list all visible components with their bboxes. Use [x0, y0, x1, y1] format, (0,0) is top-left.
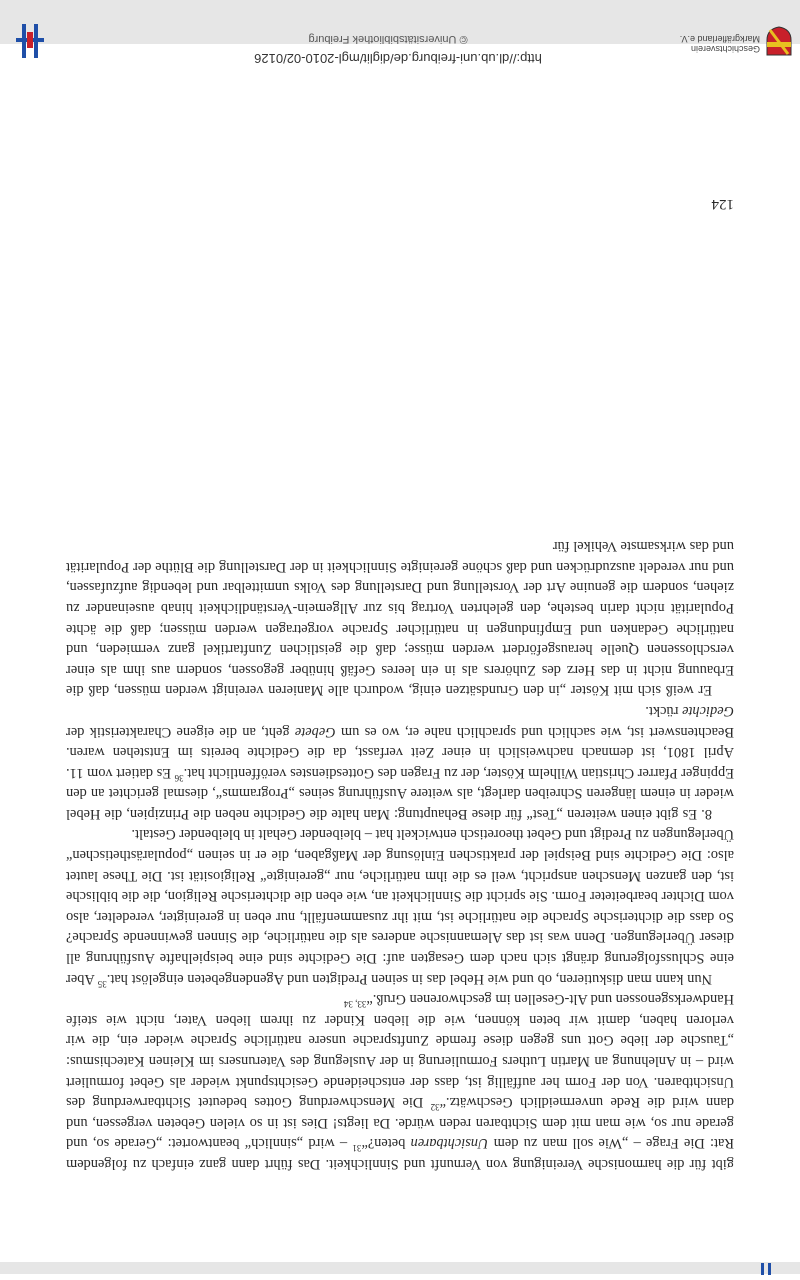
body-text: [66, 536, 734, 1174]
scanned-page: [0, 33, 800, 1262]
source-url-link[interactable]: http://dl.ub.uni-freiburg.de/diglit/mgl-2010-02/0126: [254, 51, 542, 66]
paragraph-4: Er weiß sich mit Köster „in den Grundsätzen einig, wodurch alle Manieren vereinigt werden müssen, daß die Erbauung nicht in das Herz des Zuhörers als in ein leeres Gefäß hinüber gegossen, sondern aus ihm als einer verschlossenen Quelle herausgefördert werden müsse; daß die geistlichen Zunftartikel ganz vermieden, und natürliche Gedanken und Empfindungen in natürlicher Sprache vorgetragen werden müssen; daß die ächte Popularität nicht darin bestehe, den gelehrten Vortrag bis zur Allgemein-Verständlichkeit hinab auseinander zu ziehen, sondern die genuine Art der Vorstellung und Darstellung des Volks unmittelbar und lebendig aufzufassen, und nur veredelt auszudrücken und daß schöne gereinigte Sinnlichkeit in der Darstellung die Blüthe der Popularität und das wirksamste Vehikel für: [66, 538, 734, 699]
document-stage: [0, 33, 800, 1262]
bottom-logo-icon: [756, 1262, 776, 1274]
society-name: Geschichtsverein Markgräflerland e.V.: [679, 34, 760, 54]
ub-freiburg-logo-icon: [14, 22, 46, 62]
paragraph-1: gibt für die harmonische Vereinigung von Vernunft und Sinnlichkeit. Das führt dann ganz einfach zu folgendem Rat: Die Frage – „Wie soll man zu dem Unsichtbaren beten?“$^{31}$ – wird „sinnlich“ beantwortet: „Gerade so, und gerade nur so, wie man mit dem Sichtbaren reden würde. Da liegts! Dies ist in so vielen Gebeten vergessen, und dann wird die Rede unvermeidlich Geschwätz.“$^{32}$ Die Menschwerdung Gottes bedeutet Sichtbarwerdung des Unsichtbaren. Von der Form her auffällig ist, dass der entscheidende Gesichtspunkt wieder als Gebet formuliert wird – in Anlehnung an Martin Luthers Formulierung in der Auslegung des Vaterunsers im Kleinen Katechismus: „Tausche der liebe Gott uns gegen diese fremde Zunftsprache unsere natürliche Sprache wieder ein, die wir verloren haben, damit wir beten können, wie die lieben Kinder zu ihrem lieben Vater, nicht wie steife Handwerksgenossen und Alt-Gesellen im geschworenen Gruß.“$^{33, 34}$: [66, 991, 734, 1172]
paragraph-3: 8. Es gibt einen weiteren „Test“ für diese Behauptung: Man halte die Gedichte neben die Prinzipien, die Hebel wieder in einem längeren Schreiben darlegt, als weitere Ausführung seines „Programms“, diesmal gerichtet an den Eppinger Pfarrer Christian Wilhelm Köster, der zu Fragen des Gottesdienstes veröffentlicht hat.$^{36}$ Es datiert vom 11. April 1801, ist demnach nachweislich in einer Zeit verfasst, da die Gedichte bereits im Entstehen waren. Beachtenswert ist, wie sachlich und sprachlich nahe er, wo es um Gebete geht, an die eigene Charakteristik der Gedichte rückt.: [65, 702, 734, 822]
coat-of-arms-icon: [766, 26, 792, 56]
viewer-bottom-bar: [0, 1262, 800, 1274]
institution-credit: © Universitätsbibliothek Freiburg: [308, 33, 468, 45]
page-number: 124: [711, 196, 734, 212]
paragraph-2: Nun kann man diskutieren, ob und wie Hebel das in seinen Predigten und Agendengebeten eingelöst hat.$^{35}$ Aber eine Schlussfolgerung drängt sich nach dem Gesagten auf: Die Gedichte sind eine beispielhafte Ausführung all dieser Überlegungen. Denn was ist das Alemannische anderes als die natürliche, die Sinnen gewinnende Sprache? So dass die dichterische Sprache die natürliche ist, mit ihr zusammenfällt, nur eben in gereinigter, veredelter, also vom Dichter bearbeiteter Form. Sie spricht die Sinnlichkeit an, wie eben die dichterische Religion, die die biblische ist, den ganzen Menschen anspricht, weil es die ihm natürliche, nur „gereinigte“ Religiosität ist. Die These lautet also: Die Gedichte sind Beispiel der praktischen Einlösung der Maßgaben, die er in seinen „popularästhetischen“ Überlegungen zu Predigt und Gebet theoretisch entwickelt hat – bleibender Gehalt in bleibender Gestalt.: [66, 826, 734, 989]
